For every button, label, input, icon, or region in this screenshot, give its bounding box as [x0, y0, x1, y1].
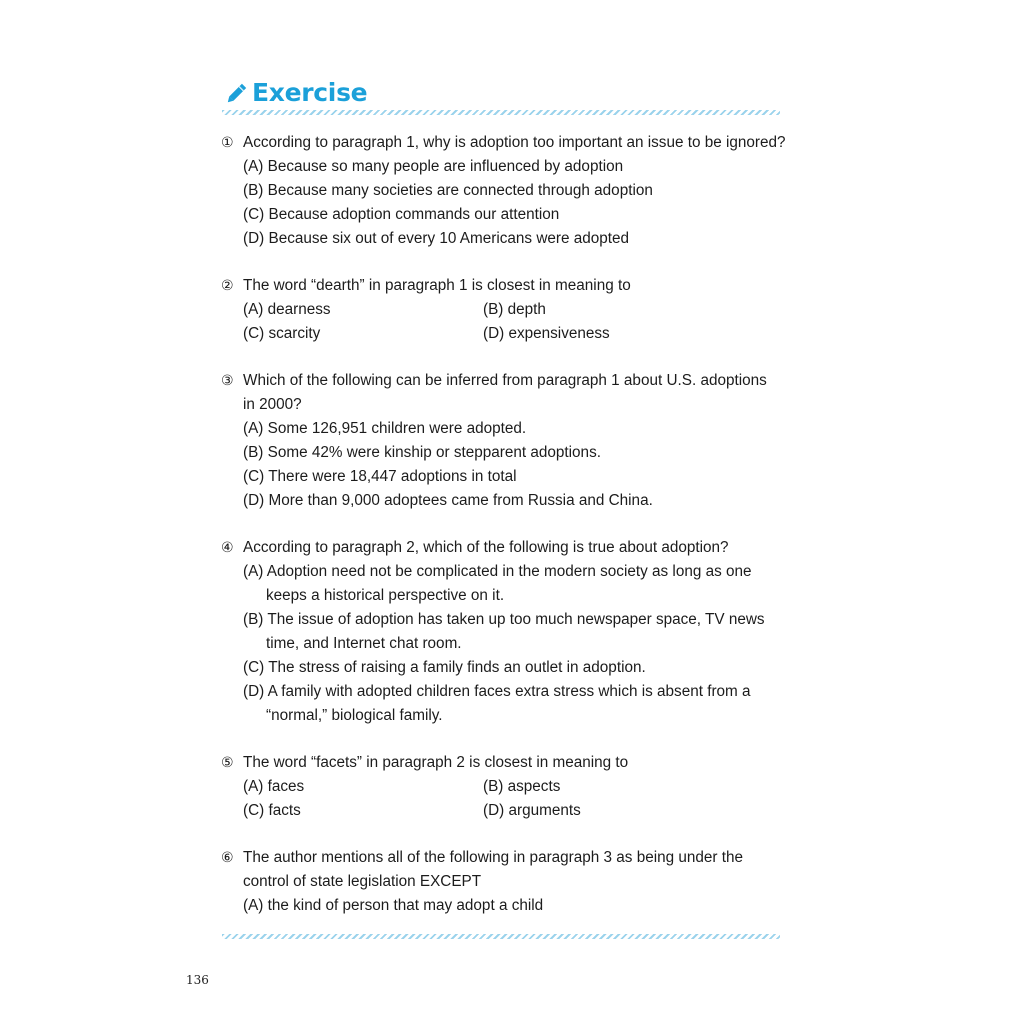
answer-option[interactable] — [221, 608, 791, 656]
answer-option[interactable]: (B) aspects — [483, 778, 561, 795]
question-stem: According to paragraph 2, which of the following is true about adoption? — [243, 539, 729, 556]
answer-option-line: (C) The stress of raising a family finds an outlet in adoption. — [243, 659, 646, 676]
answer-option-continuation: “normal,” biological family. — [266, 707, 443, 724]
answer-option[interactable]: (A) dearness — [243, 301, 331, 318]
question-number: ⑤ — [221, 755, 234, 771]
question-stem-continuation: in 2000? — [243, 396, 302, 413]
question-4 — [221, 536, 791, 728]
answer-option[interactable]: (D) Because six out of every 10 Americans were adopted — [243, 230, 630, 247]
answer-option[interactable]: (A) Because so many people are influenced by adoption — [243, 158, 624, 175]
answer-option[interactable]: (C) facts — [243, 802, 301, 819]
bottom-divider — [222, 934, 780, 939]
question-stem-continuation: control of state legislation EXCEPT — [243, 873, 482, 890]
exercise-header — [224, 78, 367, 107]
question-stem: The author mentions all of the following in paragraph 3 as being under the — [243, 849, 744, 866]
question-stem-line — [221, 369, 791, 393]
question-number: ② — [221, 278, 234, 294]
question-stem: According to paragraph 1, why is adoption too important an issue to be ignored? — [243, 134, 786, 151]
answer-option[interactable]: (C) There were 18,447 adoptions in total — [243, 468, 517, 485]
answer-option[interactable]: (D) More than 9,000 adoptees came from Russia and China. — [243, 492, 653, 509]
answer-option-line: (A) Adoption need not be complicated in the modern society as long as one — [243, 563, 752, 580]
answer-option[interactable]: (A) faces — [243, 778, 305, 795]
question-number: ⑥ — [221, 850, 234, 866]
answer-option-continuation: keeps a historical perspective on it. — [266, 587, 505, 604]
options-row — [221, 322, 791, 346]
question-stem: Which of the following can be inferred from paragraph 1 about U.S. adoptions — [243, 372, 767, 389]
answer-option[interactable]: (C) scarcity — [243, 325, 321, 342]
answer-option[interactable]: (D) arguments — [483, 802, 581, 819]
answer-option[interactable]: (B) Because many societies are connected through adoption — [243, 182, 653, 199]
question-6 — [221, 846, 791, 918]
question-stem: The word “facets” in paragraph 2 is closest in meaning to — [243, 754, 629, 771]
question-number: ③ — [221, 373, 234, 389]
question-stem-line — [221, 536, 791, 560]
question-1 — [221, 131, 791, 251]
question-stem-line — [221, 751, 791, 775]
answer-option[interactable] — [221, 680, 791, 728]
page-number: 136 — [186, 973, 209, 987]
answer-option[interactable] — [221, 656, 791, 680]
answer-option[interactable]: (A) Some 126,951 children were adopted. — [243, 420, 527, 437]
answer-option[interactable]: (B) Some 42% were kinship or stepparent adoptions. — [243, 444, 601, 461]
answer-option-continuation: time, and Internet chat room. — [266, 635, 462, 652]
exercise-content — [221, 131, 791, 941]
answer-option[interactable]: (C) Because adoption commands our attention — [243, 206, 560, 223]
question-3 — [221, 369, 791, 513]
options-row — [221, 298, 791, 322]
question-stem-line — [221, 131, 791, 155]
answer-option-line: (B) The issue of adoption has taken up too much newspaper space, TV news — [243, 611, 765, 628]
question-2 — [221, 274, 791, 346]
answer-option-line: (D) A family with adopted children faces extra stress which is absent from a — [243, 683, 751, 700]
question-stem: The word “dearth” in paragraph 1 is closest in meaning to — [243, 277, 631, 294]
question-number: ① — [221, 135, 234, 151]
page-title: Exercise — [252, 78, 368, 107]
answer-option[interactable]: (B) depth — [483, 301, 546, 318]
question-stem-line — [221, 846, 791, 870]
question-5 — [221, 751, 791, 823]
answer-option[interactable]: (A) the kind of person that may adopt a child — [243, 897, 544, 914]
top-divider — [222, 110, 780, 115]
options-row — [221, 799, 791, 823]
question-stem-line — [221, 274, 791, 298]
answer-option[interactable] — [221, 560, 791, 608]
answer-option[interactable]: (D) expensiveness — [483, 325, 610, 342]
options-row — [221, 775, 791, 799]
question-number: ④ — [221, 540, 234, 556]
pencil-icon — [224, 80, 250, 106]
